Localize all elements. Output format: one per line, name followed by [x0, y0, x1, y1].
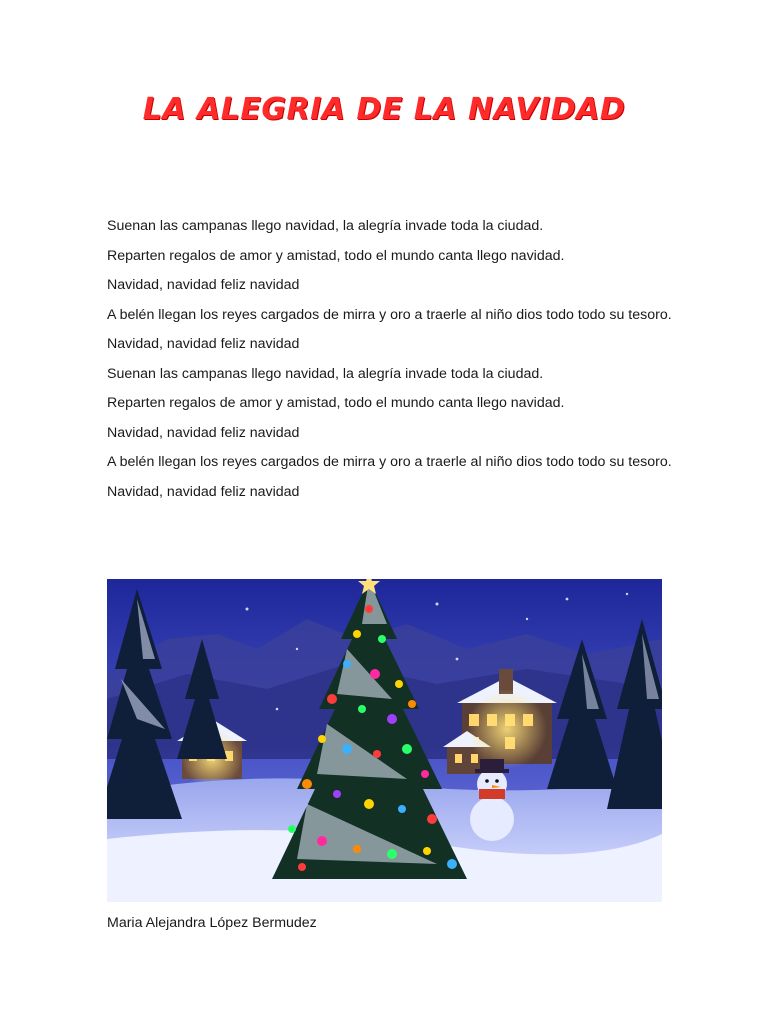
paragraph: Reparten regalos de amor y amistad, todo el mundo canta llego navidad.	[107, 395, 565, 411]
author-name: Maria Alejandra López Bermudez	[107, 915, 317, 931]
paragraph: Suenan las campanas llego navidad, la alegría invade toda la ciudad.	[107, 365, 544, 382]
paragraph: Navidad, navidad feliz navidad	[107, 336, 300, 352]
paragraph: Suenan las campanas llego navidad, la alegría invade toda la ciudad.	[107, 218, 544, 234]
paragraph: A belén llegan los reyes cargados de mirra y oro a traerle al niño dios todo todo su tesoro.	[107, 454, 672, 470]
paragraph: A belén llegan los reyes cargados de mirra y oro a traerle al niño dios todo todo su tesoro.	[107, 306, 672, 323]
lyrics-body	[107, 217, 677, 512]
paragraph: Reparten regalos de amor y amistad, todo el mundo canta llego navidad.	[107, 247, 565, 264]
paragraph: Navidad, navidad feliz navidad	[107, 483, 300, 500]
paragraph: Navidad, navidad feliz navidad	[107, 424, 300, 441]
document-title: LA ALEGRIA DE LA NAVIDAD	[142, 92, 626, 127]
paragraph: Navidad, navidad feliz navidad	[107, 277, 300, 293]
christmas-scene-image	[107, 579, 662, 902]
